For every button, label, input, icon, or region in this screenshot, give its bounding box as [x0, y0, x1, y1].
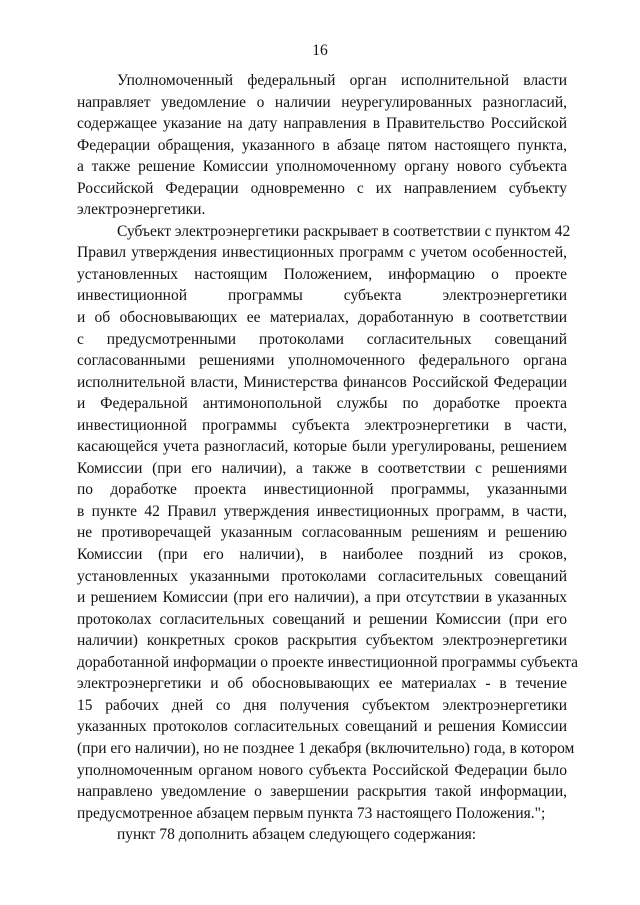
text-line: Правил утверждения инвестиционных программ с учетом особенностей,: [77, 244, 567, 262]
text-line: согласованными решениями уполномоченного федерального органа: [77, 352, 567, 370]
text-line: Комиссии (при его наличии), в наиболее поздний из сроков,: [77, 546, 567, 564]
page-number: 16: [312, 42, 328, 59]
text-line: и Федеральной антимонопольной службы по доработке проекта: [77, 395, 567, 413]
text-line: и решением Комиссии (при его наличии), а при отсутствии в указанных: [77, 589, 567, 607]
text-line: доработанной информации о проекте инвестиционной программы субъекта: [77, 653, 578, 671]
text-line: уполномоченным органом нового субъекта Российской Федерации было: [77, 761, 567, 779]
text-line: содержащее указание на дату направления в Правительство Российской: [77, 115, 567, 133]
text-line: предусмотренное абзацем первым пункта 73 настоящего Положения.";: [77, 804, 546, 822]
paragraph-disclosure: [77, 221, 578, 824]
text-line: Комиссии (при его наличии), а также в соответствии с решениями: [77, 459, 567, 477]
text-line: установленных указанными протоколами согласительных совещаний: [77, 567, 567, 585]
text-line: с предусмотренными протоколами согласительных совещаний: [77, 330, 567, 348]
text-line: Федерации обращения, указанного в абзаце пятом настоящего пункта,: [77, 136, 567, 154]
document-body: [77, 70, 578, 846]
text-line: электроэнергетики и об обосновывающих ее материалах - в течение: [77, 675, 567, 693]
paragraph-notification: [77, 70, 567, 221]
text-line: и об обосновывающих ее материалах, доработанную в соответствии: [77, 309, 567, 327]
text-line: не противоречащей указанным согласованным решениям и решению: [77, 524, 567, 542]
text-line: касающейся учета разногласий, которые были урегулированы, решением: [77, 438, 567, 456]
text-line: 15 рабочих дней со дня получения субъектом электроэнергетики: [77, 696, 567, 714]
text-line: установленных настоящим Положением, информацию о проекте: [77, 265, 567, 283]
text-line: Субъект электроэнергетики раскрывает в соответствии с пунктом 42: [117, 222, 571, 240]
paragraph-amendment: [77, 824, 567, 846]
text-line: протоколах согласительных совещаний и решении Комиссии (при его: [77, 610, 567, 628]
text-line: инвестиционной программы субъекта электроэнергетики: [77, 287, 567, 305]
text-line: наличии) конкретных сроков раскрытия субъектом электроэнергетики: [77, 632, 567, 650]
text-line: электроэнергетики.: [77, 201, 206, 219]
text-line: указанных протоколов согласительных совещаний и решения Комиссии: [77, 718, 567, 736]
text-line: инвестиционной программы субъекта электроэнергетики в части,: [77, 416, 567, 434]
text-line: пункт 78 дополнить абзацем следующего содержания:: [117, 826, 477, 844]
text-line: в пункте 42 Правил утверждения инвестиционных программ, в части,: [77, 502, 567, 520]
text-line: (при его наличии), но не позднее 1 декабря (включительно) года, в котором: [77, 739, 575, 757]
text-line: Российской Федерации одновременно с их направлением субъекту: [77, 179, 567, 197]
text-line: Уполномоченный федеральный орган исполнительной власти: [117, 72, 567, 89]
text-line: направлено уведомление о завершении раскрытия такой информации,: [77, 783, 567, 801]
text-line: направляет уведомление о наличии неурегулированных разногласий,: [77, 93, 567, 111]
text-line: а также решение Комиссии уполномоченному органу нового субъекта: [77, 158, 567, 176]
text-line: по доработке проекта инвестиционной программы, указанными: [77, 481, 567, 499]
text-line: исполнительной власти, Министерства финансов Российской Федерации: [77, 373, 567, 391]
